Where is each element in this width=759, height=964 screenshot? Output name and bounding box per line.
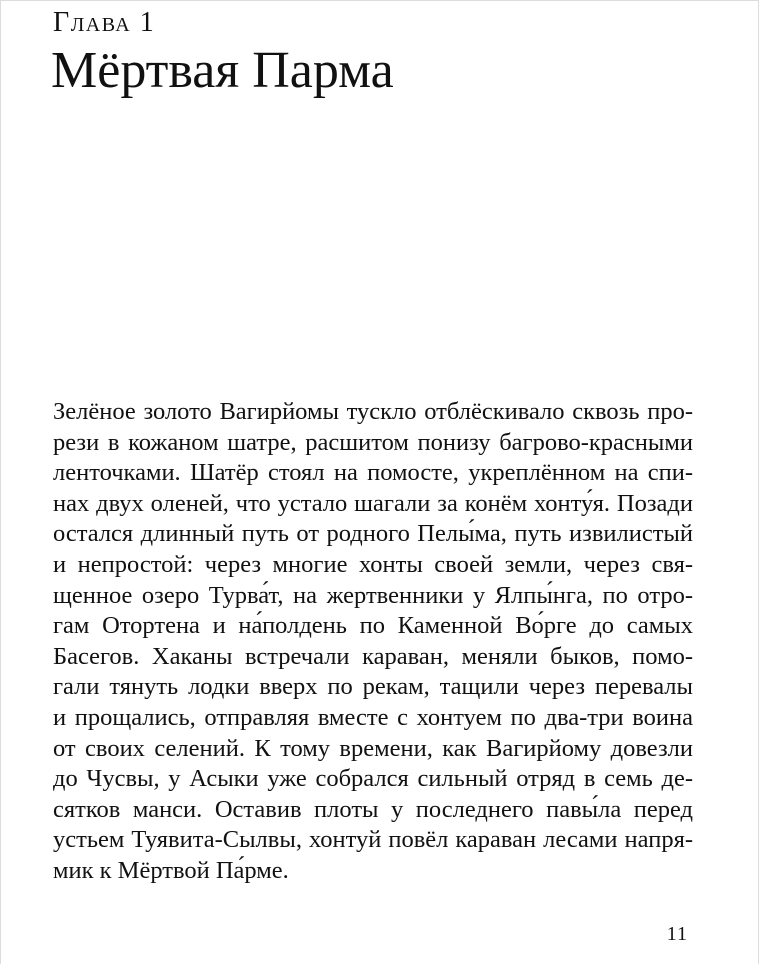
- text-line: рези в кожаном шатре, расшитом понизу багрово-красными: [53, 428, 693, 456]
- text-line: нах двух оленей, что устало шагали за конём хонту́я. Позади: [53, 489, 693, 517]
- text-line: ленточками. Шатёр стоял на помосте, укреплённом на спи-: [53, 459, 693, 487]
- text-line: щенное озеро Турва́т, на жертвенники у Ялпы́нга, по отро-: [53, 581, 693, 609]
- text-line: и прощались, отправляя вместе с хонтуем по два-три воина: [53, 703, 693, 731]
- text-line: от своих селений. К тому времени, как Вагирйому довезли: [53, 734, 693, 762]
- text-line: Зелёное золото Вагирйомы тускло отблёскивало сквозь про-: [53, 398, 693, 425]
- text-line: сятков манси. Оставив плоты у последнего павы́ла перед: [53, 795, 693, 823]
- text-line: остался длинный путь от родного Пелы́ма, путь извилистый: [53, 520, 693, 548]
- chapter-title: Мёртвая Парма: [51, 42, 394, 99]
- text-line: гали тянуть лодки вверх по рекам, тащили через перевалы: [53, 673, 693, 701]
- chapter-label: Глава 1: [53, 7, 156, 38]
- text-line: и непростой: через многие хонты своей земли, через свя-: [53, 550, 693, 578]
- text-line: мик к Мёртвой Па́рме.: [53, 856, 289, 884]
- text-line: Басегов. Хаканы встречали караван, меняли быков, помо-: [53, 642, 693, 670]
- body-text: [53, 397, 693, 887]
- page-number: 11: [666, 923, 688, 945]
- text-line: гам Отортена и на́полдень по Каменной Во́рге до самых: [53, 612, 693, 640]
- text-line: до Чусвы, у Асыки уже собрался сильный отряд в семь де-: [53, 765, 693, 793]
- text-line: устьем Туявита-Сылвы, хонтуй повёл караван лесами напря-: [53, 826, 693, 854]
